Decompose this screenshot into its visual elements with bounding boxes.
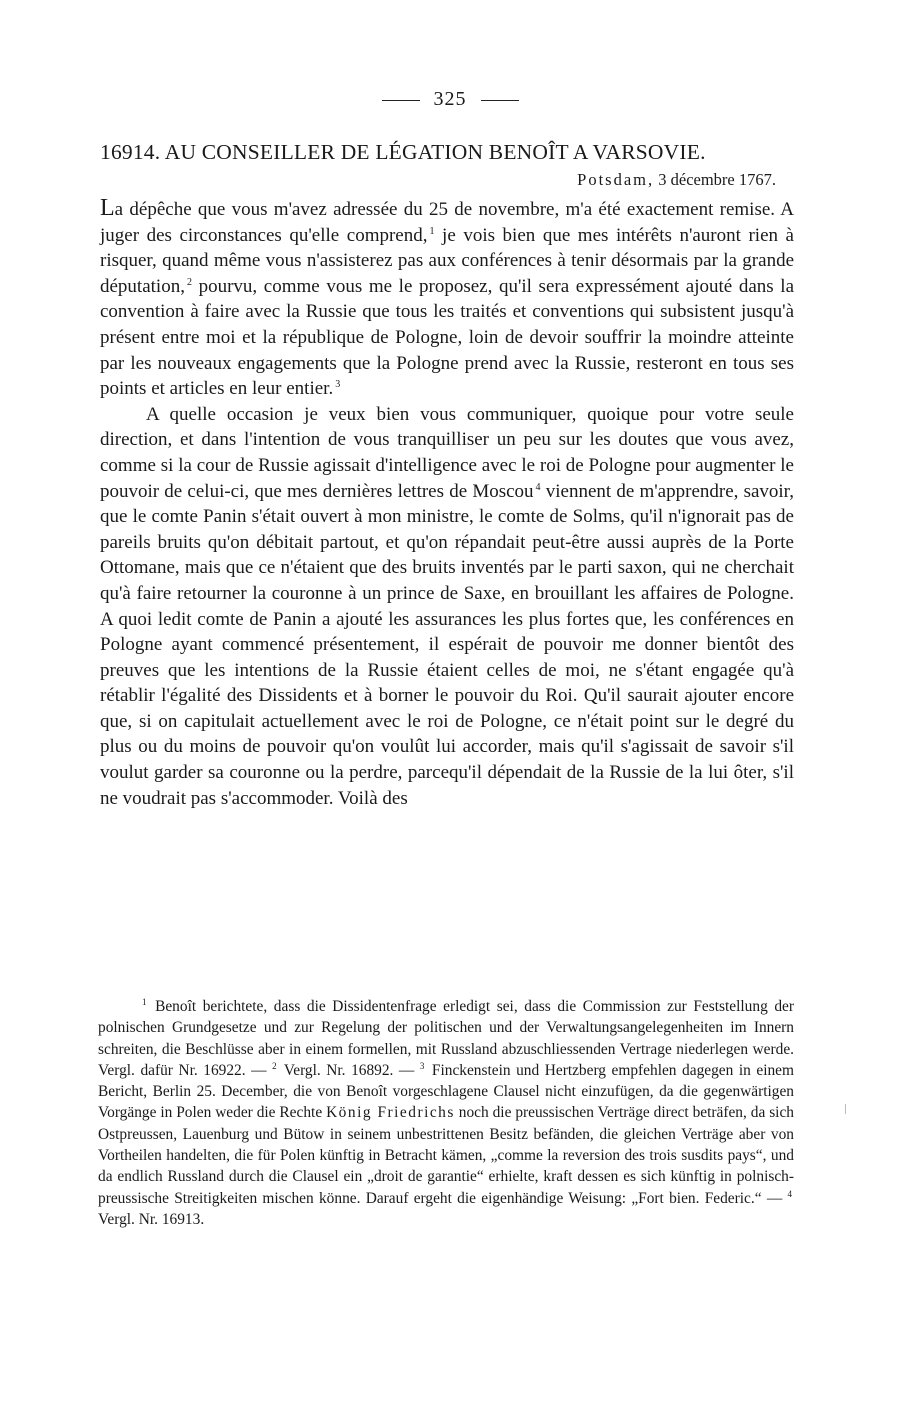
- footnote-3-spaced-name: König Friedrichs: [326, 1104, 455, 1122]
- page-number: [0, 88, 900, 111]
- page-number-right-rule: [481, 100, 519, 101]
- letter-number: 16914.: [100, 140, 161, 164]
- body-paragraph-1-part-3: pourvu, comme vous me le proposez, qu'il sera expressément ajouté dans la convention à faire avec la Russie que tous les traités et conventions qui subsistent jusqu'à présent entre moi et la république de Pologne, loin de devoir souffrir la moindre atteinte par les nouveaux engagements que la Pologne prend avec la Russie, resteront en tous ses points et articles en leur entier.: [100, 275, 794, 400]
- body-paragraph-2-part-2: viennent de m'apprendre, savoir, que le comte Panin s'était ouvert à mon ministre, le comte de Solms, qu'il n'ignorait pas de pareils bruits qu'on débitait partout, et qu'on répandait peut-être aussi auprès de la Porte Ottomane, mais que ce n'étaient que des bruits inventés par le parti saxon, qui ne cherchait qu'à faire retourner la couronne à un prince de Saxe, en brouillant les affaires de Pologne. A quoi ledit comte de Panin a ajouté les assurances les plus fortes que, les conférences en Pologne ayant commencé présentement, il espérait de pouvoir me donner bientôt des preuves que les intentions de la Russie étaient celles de moi, ne s'étant engagée qu'à rétablir l'égalité des Dissidents et à borner le pouvoir du Roi. Qu'il saurait ajouter encore que, si on capitulait actuellement avec le roi de Pologne, ce n'était point sur le degré du plus ou du moins de pouvoir qu'on voulût lui accorder, mais qu'il s'agissait de savoir s'il voulut garder sa couronne ou la perdre, parcequ'il dépendait de la Russie de la lui ôter, s'il ne voudrait pas s'accommoder. Voilà des: [100, 480, 795, 809]
- footnote-ref-1: 1: [429, 225, 435, 237]
- body-paragraph-1-part-2: je vois bien que mes intérêts n'auront rien à risquer, quand même vous n'assisterez pas aux conférences à tenir désormais par la grande députation,: [100, 224, 794, 297]
- body-paragraph-2-part-1: A quelle occasion je veux bien vous communiquer, quoique pour votre seule direction, et dans l'intention de vous tranquilliser un peu sur les doutes que vous avez, comme si la cour de Russie agissait d'intelligence avec le roi de Pologne pour augmenter le pouvoir de celui-ci, que mes dernières lettres de Moscou: [100, 403, 794, 502]
- footnote-1-text: Benoît berichtete, dass die Dissidentenfrage erledigt sei, dass die Commission zur Feststellung der polnischen Grundgesetze und zur Regelung der politischen und der Verwaltungsangelegenheiten im Innern schreiten, die Beschlüsse aber in einem formellen, mit Russland abzuschliessenden Vertrage niederlegen werde. Vergl. dafür Nr. 16922. —: [98, 998, 794, 1079]
- drop-cap: L: [100, 195, 115, 221]
- footnote-4-text: Vergl. Nr. 16913.: [98, 1210, 205, 1228]
- letter-addressee: AU CONSEILLER DE LÉGATION BENOÎT A VARSOVIE.: [164, 140, 706, 164]
- body-paragraph-2: [100, 402, 794, 812]
- margin-mark: [845, 1104, 846, 1114]
- footnotes: [98, 996, 794, 1230]
- footnote-block: [98, 996, 794, 1230]
- page-number-value: 325: [433, 88, 467, 110]
- dateline: [577, 170, 776, 190]
- footnote-3-number: 3: [419, 1060, 425, 1071]
- footnote-2-text: Vergl. Nr. 16892. —: [278, 1061, 420, 1079]
- footnote-3-text-b: noch die preussischen Verträge direct beträfen, da sich Ostpreussen, Lauenburg und Bütow in seinem unbestrittenen Besitz befänden, die gleichen Verträge aber von Vortheilen handelten, die für Polen künftig in Betracht kämen, „comme la reversion des trois susdits pays“, und da endlich Russland durch die Clausel ein „droit de garantie“ erhielte, kraft dessen es sich künftig in polnisch-preussische Streitigkeiten mischen könne. Darauf ergeht die eigenhändige Weisung: „Fort bien. Federic.“ —: [98, 1104, 794, 1207]
- footnote-2-number: 2: [272, 1060, 277, 1071]
- body-paragraph-1: [100, 196, 794, 402]
- letter-heading: [100, 140, 800, 165]
- page-number-left-rule: [382, 100, 420, 101]
- footnote-ref-3: 3: [335, 379, 341, 391]
- footnote-3-text-a: Finckenstein und Hertzberg empfehlen dagegen in einem Bericht, Berlin 25. December, die von Benoît vorgeschlagene Clausel nicht einzufügen, da die gegenwärtigen Vorgänge in Polen weder die Rechte: [98, 1061, 794, 1122]
- dateline-date: 3 décembre 1767.: [658, 170, 776, 189]
- body-paragraph-1-part-1: a dépêche que vous m'avez adressée du 25 de novembre, m'a été exactement remise. A juger des circonstances qu'elle comprend,: [100, 199, 794, 246]
- footnote-ref-4: 4: [535, 481, 541, 493]
- dateline-place: Potsdam,: [577, 170, 655, 189]
- footnote-ref-2: 2: [186, 276, 192, 288]
- footnote-4-number: 4: [787, 1188, 792, 1199]
- letter-body: [100, 196, 794, 811]
- footnote-1-number: 1: [142, 997, 147, 1007]
